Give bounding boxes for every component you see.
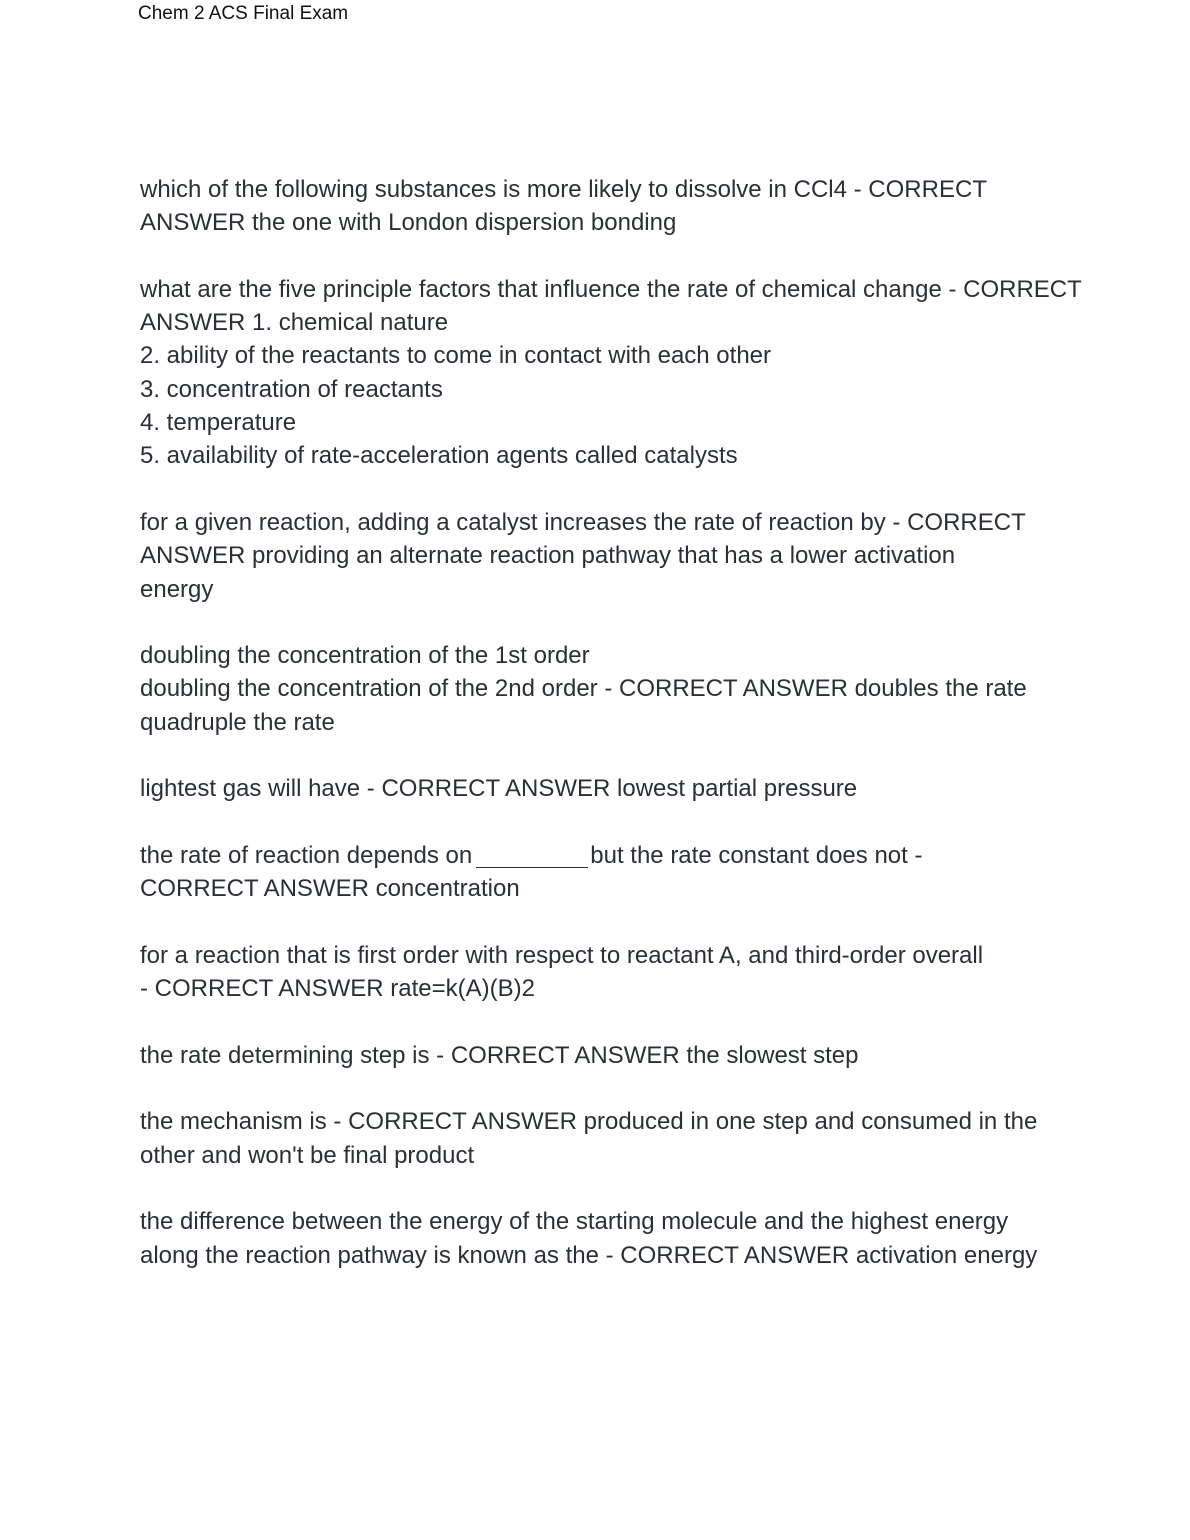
qa-item (140, 173, 1060, 240)
text-line: for a given reaction, adding a catalyst increases the rate of reaction by - CORRECT (140, 508, 1026, 536)
text-line: the mechanism is - CORRECT ANSWER produced in one step and consumed in the (140, 1108, 1038, 1136)
qa-item (140, 1205, 1060, 1272)
text-fragment: the rate of reaction depends on (140, 841, 473, 869)
qa-item (140, 839, 1060, 906)
qa-item (140, 273, 1082, 473)
text-line: the rate determining step is - CORRECT ANSWER the slowest step (140, 1041, 859, 1069)
text-line: energy (140, 575, 214, 603)
text-line: CORRECT ANSWER concentration (140, 875, 520, 903)
qa-item (140, 639, 1060, 739)
document-header: Chem 2 ACS Final Exam (138, 3, 349, 24)
text-line: 2. ability of the reactants to come in contact with each other (140, 342, 772, 370)
document-body (140, 173, 1082, 1305)
fill-in-blank (476, 843, 588, 868)
text-line: other and won't be final product (140, 1141, 475, 1169)
text-line: ANSWER 1. chemical nature (140, 309, 449, 337)
text-line: lightest gas will have - CORRECT ANSWER lowest partial pressure (140, 775, 858, 803)
text-line: - CORRECT ANSWER rate=k(A)(B)2 (140, 975, 535, 1003)
text-line: which of the following substances is more likely to dissolve in CCl4 - CORRECT (140, 176, 987, 203)
qa-item (140, 1039, 1060, 1072)
text-fragment: but the rate constant does not - (590, 841, 923, 869)
text-line: quadruple the rate (140, 708, 335, 736)
text-line: 4. temperature (140, 409, 297, 437)
text-line: ANSWER providing an alternate reaction pathway that has a lower activation (140, 542, 956, 570)
text-line: the difference between the energy of the starting molecule and the highest energy (140, 1208, 1009, 1236)
qa-item (140, 506, 1060, 606)
qa-item (140, 1105, 1060, 1172)
qa-item (140, 939, 1060, 1006)
text-line: along the reaction pathway is known as the - CORRECT ANSWER activation energy (140, 1241, 1038, 1269)
text-line: 5. availability of rate-acceleration agents called catalysts (140, 442, 738, 470)
text-line: doubling the concentration of the 2nd order - CORRECT ANSWER doubles the rate (140, 675, 1027, 703)
text-line (140, 839, 1060, 872)
qa-item (140, 772, 1060, 805)
text-line: for a reaction that is first order with respect to reactant A, and third-order overall (140, 941, 984, 969)
text-line: ANSWER the one with London dispersion bonding (140, 209, 677, 237)
text-line: 3. concentration of reactants (140, 375, 443, 403)
text-line: doubling the concentration of the 1st order (140, 642, 590, 670)
text-line: what are the five principle factors that influence the rate of chemical change - CORRECT (140, 275, 1082, 303)
